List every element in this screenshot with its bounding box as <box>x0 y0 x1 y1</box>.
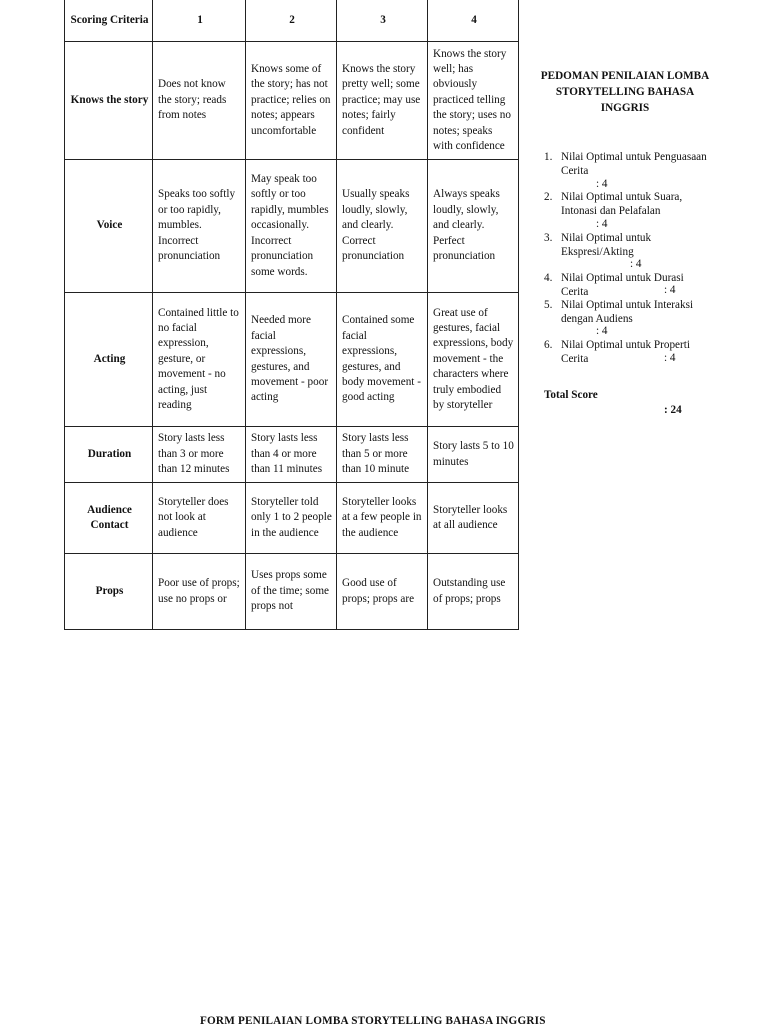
table-cell: Usually speaks loudly, slowly, and clearly. Correct pronunciation <box>337 160 428 293</box>
table-cell: Needed more facial expressions, gestures, and movement - poor acting <box>246 293 337 427</box>
item-text: Nilai Optimal untuk Properti Cerita <box>561 339 690 365</box>
table-row <box>65 427 519 483</box>
table-cell: Good use of props; props are <box>337 554 428 630</box>
item-number: 5. <box>544 299 553 311</box>
item-number: 2. <box>544 191 553 203</box>
table-row <box>65 160 519 293</box>
scoring-rubric-table <box>64 0 519 630</box>
criteria-label: Knows the story <box>65 42 153 160</box>
header-score-3: 3 <box>337 0 428 42</box>
table-row <box>65 293 519 427</box>
total-score-value: : 24 <box>664 404 682 416</box>
item-value: : 4 <box>664 284 676 296</box>
header-criteria: Scoring Criteria <box>65 0 153 42</box>
table-row <box>65 42 519 160</box>
item-text: Nilai Optimal untuk Durasi Cerita <box>561 272 684 298</box>
criteria-label: Voice <box>65 160 153 293</box>
header-score-2: 2 <box>246 0 337 42</box>
table-header-row <box>65 0 519 42</box>
table-cell: Knows some of the story; has not practice; relies on notes; appears uncomfortable <box>246 42 337 160</box>
item-value: : 4 <box>596 325 608 337</box>
next-page-heading: FORM PENILAIAN LOMBA STORYTELLING BAHASA INGGRIS <box>200 1015 546 1027</box>
guide-title: PEDOMAN PENILAIAN LOMBA STORYTELLING BAHASA INGGRIS <box>540 70 710 114</box>
item-number: 3. <box>544 232 553 244</box>
table-row <box>65 483 519 554</box>
table-cell: Always speaks loudly, slowly, and clearly. Perfect pronunciation <box>428 160 519 293</box>
table-row <box>65 554 519 630</box>
item-value: : 4 <box>664 352 676 364</box>
item-text: Nilai Optimal untuk Interaksi dengan Audiens <box>561 299 694 325</box>
criteria-label: Duration <box>65 427 153 483</box>
table-cell: Great use of gestures, facial expressions, body movement - the characters where truly embodied by storyteller <box>428 293 519 427</box>
table-cell: Story lasts less than 5 or more than 10 minute <box>337 427 428 483</box>
table-cell: Poor use of props; use no props or <box>153 554 246 630</box>
table-cell: Story lasts less than 4 or more than 11 minutes <box>246 427 337 483</box>
table-cell: Knows the story pretty well; some practice; may use notes; fairly confident <box>337 42 428 160</box>
table-cell: Storyteller looks at all audience <box>428 483 519 554</box>
item-text: Nilai Optimal untuk Ekspresi/Akting <box>561 232 652 258</box>
header-score-1: 1 <box>153 0 246 42</box>
total-score-label: Total Score <box>544 389 598 401</box>
table-cell: Outstanding use of props; props <box>428 554 519 630</box>
header-score-4: 4 <box>428 0 519 42</box>
table-cell: May speak too softly or too rapidly, mumbles occasionally. Incorrect pronunciation some words. <box>246 160 337 293</box>
item-value: : 4 <box>596 218 608 230</box>
item-value: : 4 <box>630 258 642 270</box>
table-cell: Contained little to no facial expression, gesture, or movement - no acting, just reading <box>153 293 246 427</box>
item-text: Nilai Optimal untuk Penguasaan Cerita <box>561 151 707 177</box>
item-number: 6. <box>544 339 553 351</box>
table-cell: Knows the story well; has obviously practiced telling the story; uses no notes; speaks with confidence <box>428 42 519 160</box>
table-cell: Storyteller told only 1 to 2 people in the audience <box>246 483 337 554</box>
table-cell: Contained some facial expressions, gestures, and body movement - good acting <box>337 293 428 427</box>
criteria-label: Acting <box>65 293 153 427</box>
table-cell: Speaks too softly or too rapidly, mumbles. Incorrect pronunciation <box>153 160 246 293</box>
item-value: : 4 <box>596 178 608 190</box>
table-cell: Storyteller looks at a few people in the audience <box>337 483 428 554</box>
item-number: 4. <box>544 272 553 284</box>
table-cell: Story lasts less than 3 or more than 12 minutes <box>153 427 246 483</box>
table-cell: Story lasts 5 to 10 minutes <box>428 427 519 483</box>
table-cell: Does not know the story; reads from notes <box>153 42 246 160</box>
table-cell: Storyteller does not look at audience <box>153 483 246 554</box>
criteria-label: Props <box>65 554 153 630</box>
criteria-label: Audience Contact <box>65 483 153 554</box>
item-text: Nilai Optimal untuk Suara, Intonasi dan Pelafalan <box>561 191 683 217</box>
item-number: 1. <box>544 151 553 163</box>
table-cell: Uses props some of the time; some props not <box>246 554 337 630</box>
